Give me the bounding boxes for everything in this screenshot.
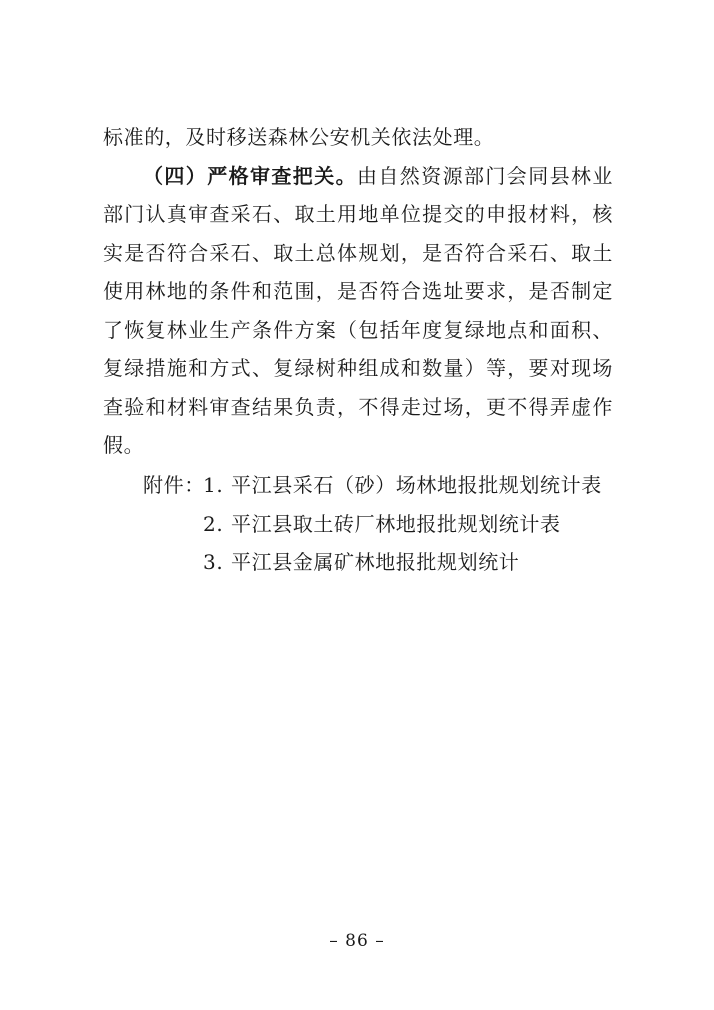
attachments-label-spacer <box>143 505 203 544</box>
section-text: 由自然资源部门会同县林业部门认真审查采石、取土用地单位提交的申报材料，核实是否符合采石、取土总体规划，是否符合采石、取土使用林地的条件和范围，是否符合选址要求，是否制定了恢复林业生产条件方案（包括年度复绿地点和面积、复绿措施和方式、复绿树种组成和数量）等，要对现场查验和材料审查结果负责，不得走过场，更不得弄虚作假。 <box>103 163 613 457</box>
attachments-list <box>143 466 613 582</box>
attachments-label: 附件： <box>143 473 205 497</box>
body-text <box>103 118 613 465</box>
attachments-label-spacer <box>143 543 203 582</box>
attachment-title: 平江县取土砖厂林地报批规划统计表 <box>231 511 561 536</box>
attachment-item <box>143 543 613 582</box>
paragraph-continuation: 标准的，及时移送森林公安机关依法处理。 <box>103 125 495 149</box>
paragraph-section-4 <box>103 157 613 465</box>
attachment-title: 平江县采石（砂）场林地报批规划统计表 <box>231 473 602 497</box>
attachment-number: 3. <box>203 550 224 574</box>
attachment-number: 2. <box>203 511 224 536</box>
attachment-number: 1. <box>203 473 224 497</box>
attachment-title: 平江县金属矿林地报批规划统计 <box>231 550 520 574</box>
attachment-item <box>143 466 613 505</box>
page-number: – 86 – <box>329 931 385 951</box>
section-heading: （四）严格审查把关。 <box>143 163 357 188</box>
attachment-item <box>143 505 613 544</box>
